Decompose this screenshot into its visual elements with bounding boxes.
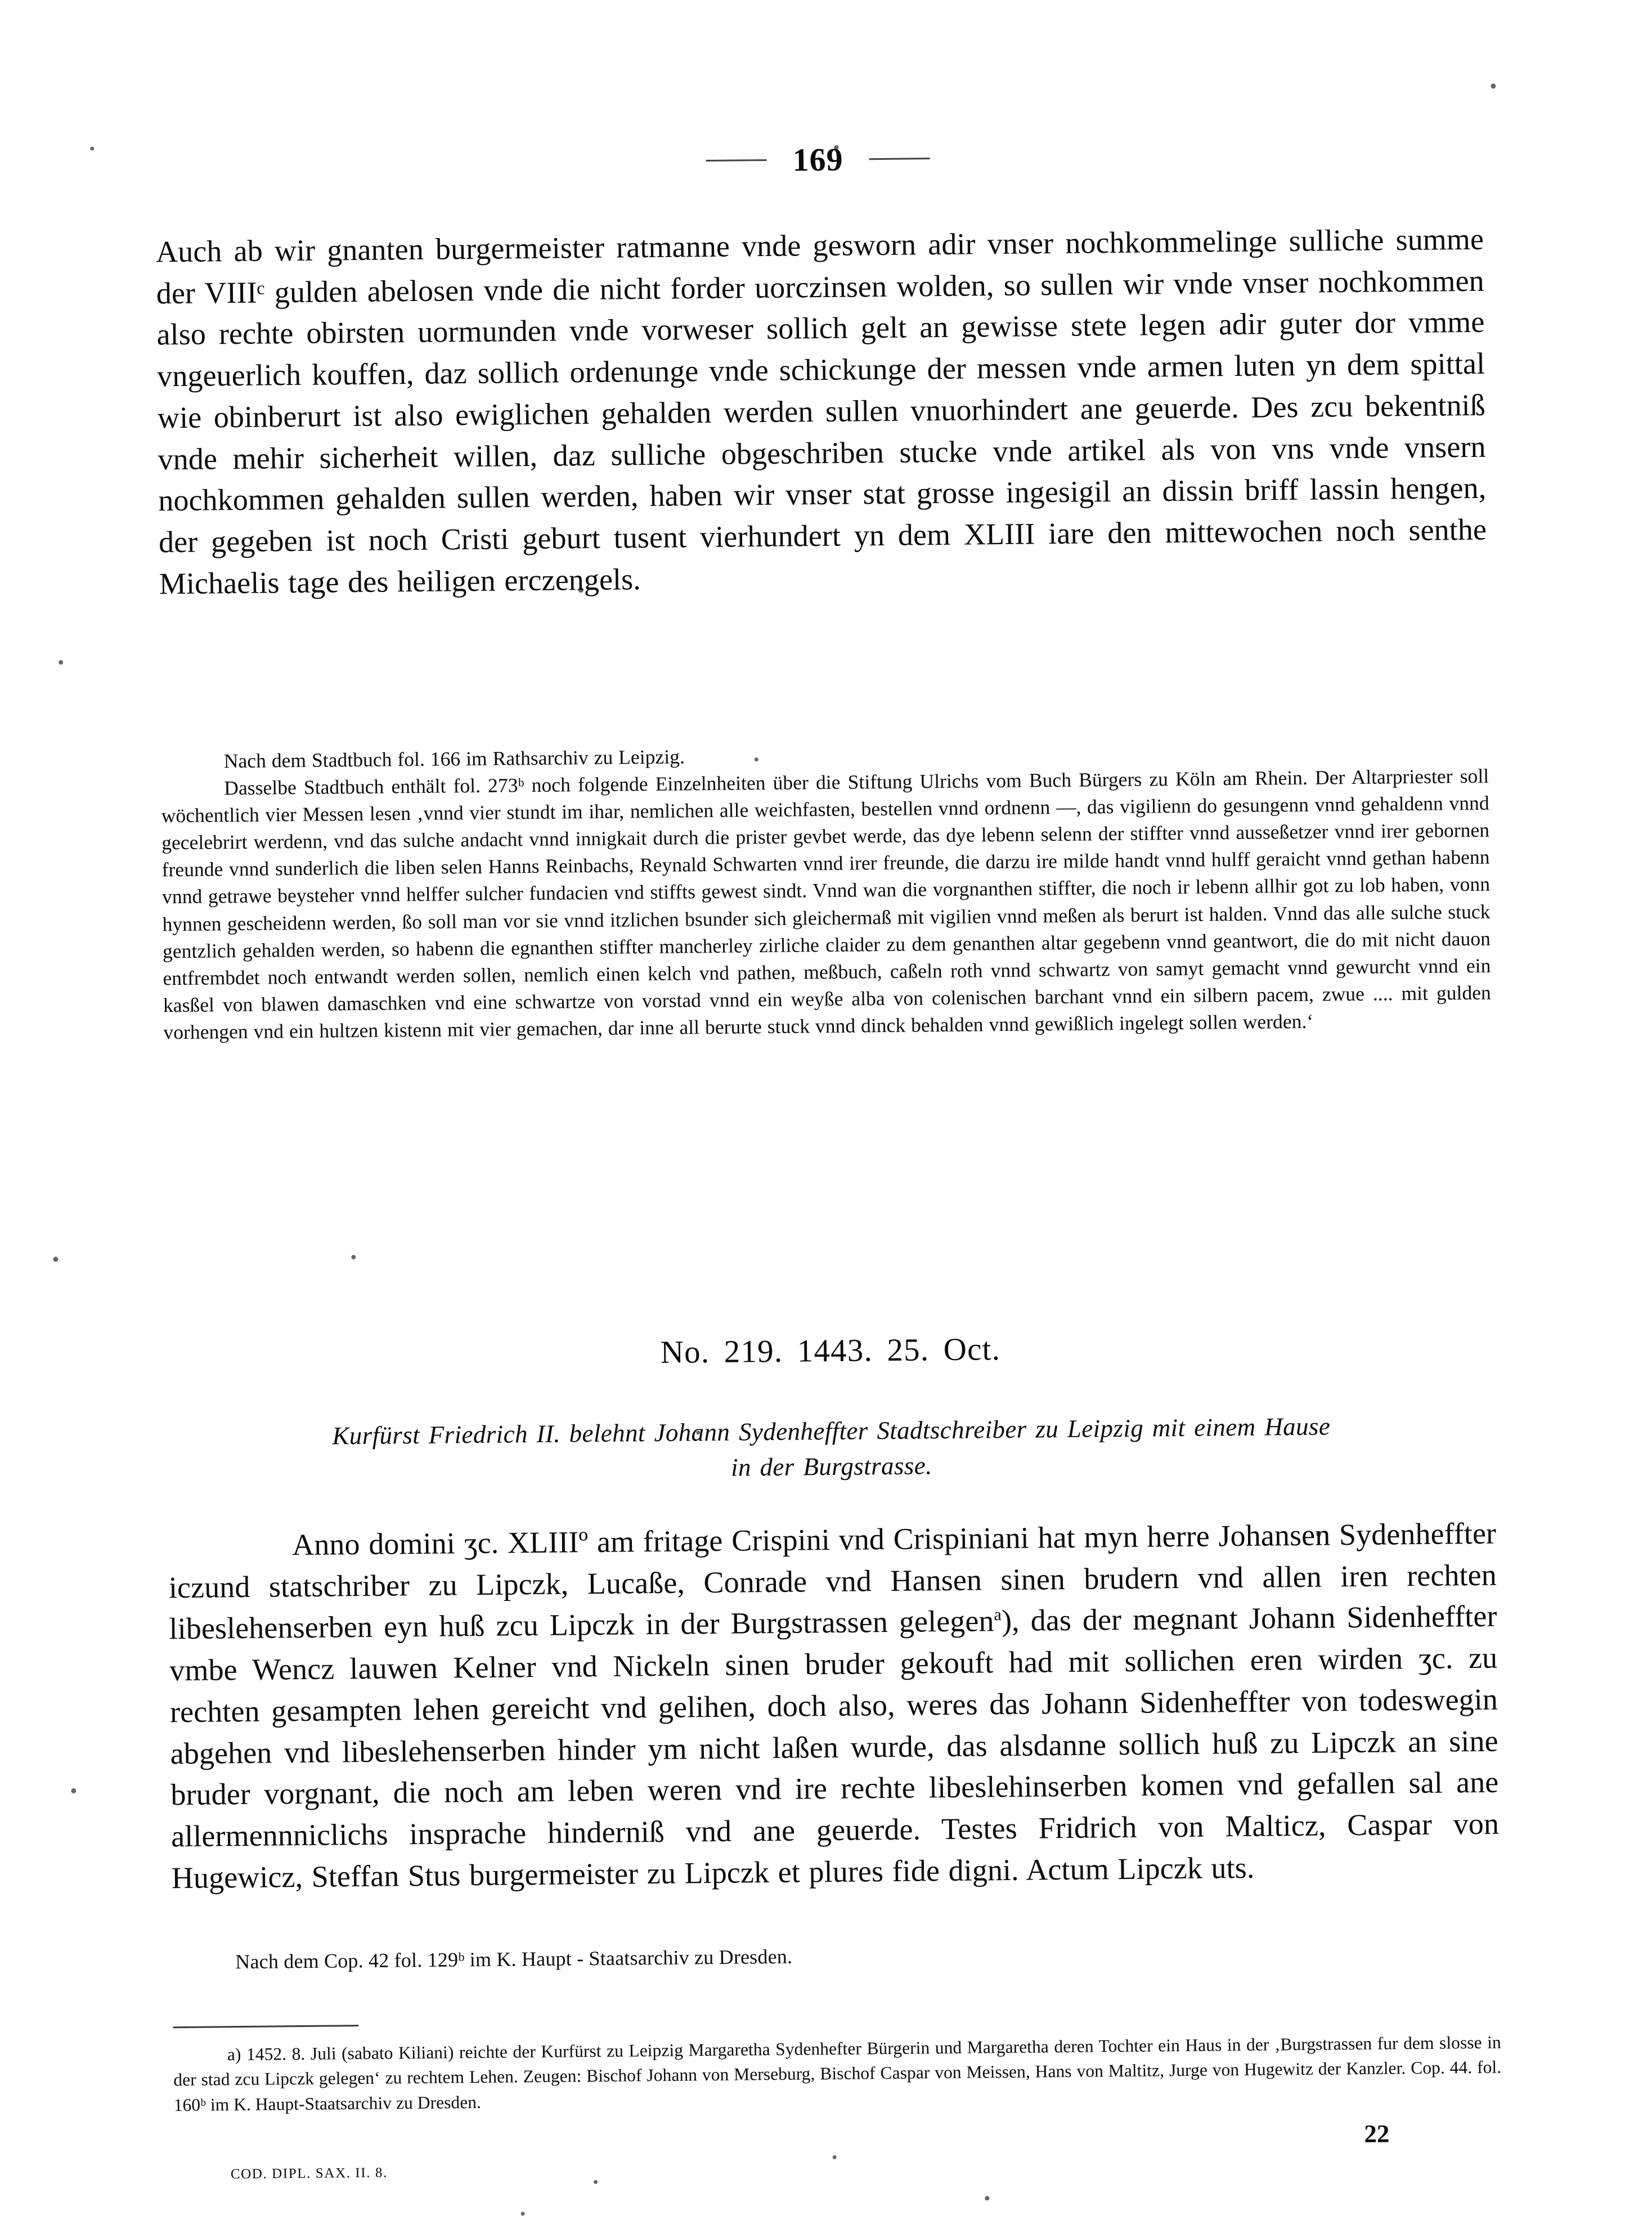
charter-219-archive-note-text: Nach dem Cop. 42 fol. 129ᵇ im K. Haupt - Staatsarchiv zu Dresden. — [235, 1945, 793, 1974]
gathering-signature-number: 22 — [1364, 2119, 1390, 2148]
scan-speck — [59, 660, 63, 665]
charter-219-heading — [167, 1326, 1495, 1376]
press-colophon: COD. DIPL. SAX. II. 8. — [230, 2165, 388, 2182]
charter-219-body-part-2: ), das der megnant Johann Sidenheffter vmbe Wencz lauwen Kelner vnd Nickeln sinen bruder gekouft had mit sollichen eren wirden ʒc. zu rechten gesampten lehen gereicht vnd gelihen, doch also, weres das Johann Sidenheffter von todeswegin abgehen vnd libeslehenserben hinder ym nicht laßen wurde, das alsdanne sollich huß zu Lipczk an sine bruder vorgnant, die noch am leben weren vnd ire rechte libeslehinserben komen vnd gefallen sal ane allermennniclichs insprache hinderniß vnd ane geuerde. Testes Fridrich von Malticz, Caspar von Hugewicz, Steffan Stus burgermeister zu Lipczk et plures fide digni. Actum Lipczk uts. — [169, 1599, 1500, 1895]
footnote-separator-rule — [173, 2025, 358, 2028]
scan-speck — [53, 1257, 58, 1262]
scan-speck — [594, 2180, 598, 2184]
charter-219-regest — [167, 1407, 1496, 1491]
charter-219-body-text — [168, 1513, 1500, 1899]
page-folio-number: 169 — [792, 141, 843, 178]
charter-218-note-block — [161, 735, 1492, 1046]
charter-218-source-line: Nach dem Stadtbuch fol. 166 im Rathsarchiv zu Leipzig. — [223, 745, 685, 773]
charter-218-body-block — [156, 219, 1487, 605]
charter-219-regest-line-2: in der Burgstrasse. — [730, 1451, 932, 1482]
charter-219-regest-line-1: Kurfürst Friedrich II. belehnt Johann Sydenheffter Stadtschreiber zu Leipzig mit einem Hause — [332, 1412, 1331, 1450]
charter-219-footnote-marker: a — [994, 1605, 1002, 1625]
scan-speck — [1491, 83, 1496, 88]
charter-219-archive-note — [172, 1938, 1500, 1975]
scan-speck — [351, 1255, 356, 1259]
footnote-a-text: a) 1452. 8. Juli (sabato Kiliani) reichte der Kurfürst zu Leipzig Margaretha Sydenhefter Bürgerin und Margaretha deren Tochter ein Haus in der ‚Burgstrassen fur dem slosse in der stad zcu Lipczk gelegen‘ zu rechtem Lehen. Zeugen: Bischof Johann von Merseburg, Bischof Caspar von Meissen, Hans von Maltitz, Jurge von Hugewitz der Kanzler. Cop. 44. fol. 160ᵇ im K. Haupt-Staatsarchiv zu Dresden. — [173, 2032, 1502, 2115]
charter-218-body-text: Auch ab wir gnanten burgermeister ratmanne vnde gesworn adir vnser nochkommelinge sulliche summe der VIIIᶜ gulden abelosen vnde die nicht forder uorczinsen wolden, so sullen wir vnde vnser nochkommen also rechte obirsten uormunden vnde vorweser sollich gelt an gewisse stete legen adir guter dor vmme vngeuerlich kouffen, daz sollich ordenunge vnde schickunge der messen vnde armen luten yn dem spittal wie obinberurt ist also ewiglichen gehalden werden sullen vnuorhindert ane geuerde. Des zcu bekentniß vnde mehir sicherheit willen, daz sulliche obgeschriben stucke vnde artikel als von vns vnde vnsern nochkommen gehalden sullen werden, haben wir vnser stat grosse ingesigil an dissin briff lassin hengen, der gegeben ist noch Cristi geburt tusent vierhundert yn dem XLIII iare den mittewochen noch senthe Michaelis tage des heiligen erczengels. — [155, 222, 1487, 600]
charter-219-heading-text: No. 219. 1443. 25. Oct. — [660, 1331, 1001, 1370]
scan-speck — [833, 2155, 837, 2159]
scan-speck — [71, 1788, 76, 1793]
charter-219-body-part-1: Anno domini ʒc. XLIIIº am fritage Crispini vnd Crispiniani hat myn herre Johansen Sydenheffter iczund statschriber zu Lipczk, Lucaße, Conrade vnd Hansen sinen brudern vnd allen iren rechten libeslehenserben eyn huß zcu Lipczk in der Burgstrassen gelegen — [168, 1516, 1497, 1646]
charter-218-commentary: Dasselbe Stadtbuch enthält fol. 273ᵇ noch folgende Einzelnheiten über die Stiftung Ulrichs vom Buch Bürgers zu Köln am Rhein. Der Altarpriester soll wöchentlich vier Messen lesen ‚vnnd vier stundt im ihar, nemlichen alle weichfasten, bestellen vnnd ordnenn —, das vigilienn do gesungenn vnnd gehaldenn vnnd gecelebrirt werdenn, vnd das sulche andacht vnnd innigkait durch die prister gevbet werde, das dye lebenn selenn der stiffter vnnd ausseßetzer vnnd irer gebornen freunde vnnd sunderlich die liben selen Hanns Reinbachs, Reynald Schwarten vnnd irer freunde, die darzu ire milde handt vnnd hulff geraicht vnnd gethan habenn vnnd getrawe beysteher vnnd helffer sulcher fundacien vnd stiffts gewest sindt. Vnnd wan die vorgnanthen stiffter, die noch ir lebenn allhir got zu lob haben, vonn hynnen gescheidenn werden, ßo soll man vor sie vnnd itzlichen bsunder sich gleichermaß mit vigilien vnnd meßen als berurt ist halden. Vnnd das alle sulche stuck gentzlich gehalden werden, so habenn die egnanthen stiffter mancherley zirliche claider zu dem genanthen altar gegebenn vnnd geantwort, die do mit nicht dauon entfrembdet noch entwandt werden sollen, nemlich einen kelch vnd pathen, meßbuch, caßeln roth vnnd schwartz von samyt gemacht vnnd gewurcht vnnd ein kasßel von blawen damaschken vnd eine schwartze von vorstad vnnd ein weyße alba von colenischen barchant vnnd ein silbern pacem, zwue .... mit gulden vorhengen vnd ein hultzen kistenn mit vier gemachen, dar inne all berurte stuck vnnd dinck behalden vnnd gewißlich ingelegt sollen werden.‘ — [161, 764, 1492, 1044]
running-head-rule-left — [706, 159, 767, 162]
scan-speck — [521, 2212, 525, 2215]
scan-speck — [985, 2196, 989, 2200]
charter-219-body-block — [168, 1513, 1500, 1899]
page-footnote-block — [173, 2014, 1501, 2118]
running-head-rule-right — [869, 158, 930, 160]
running-head — [0, 133, 1644, 186]
